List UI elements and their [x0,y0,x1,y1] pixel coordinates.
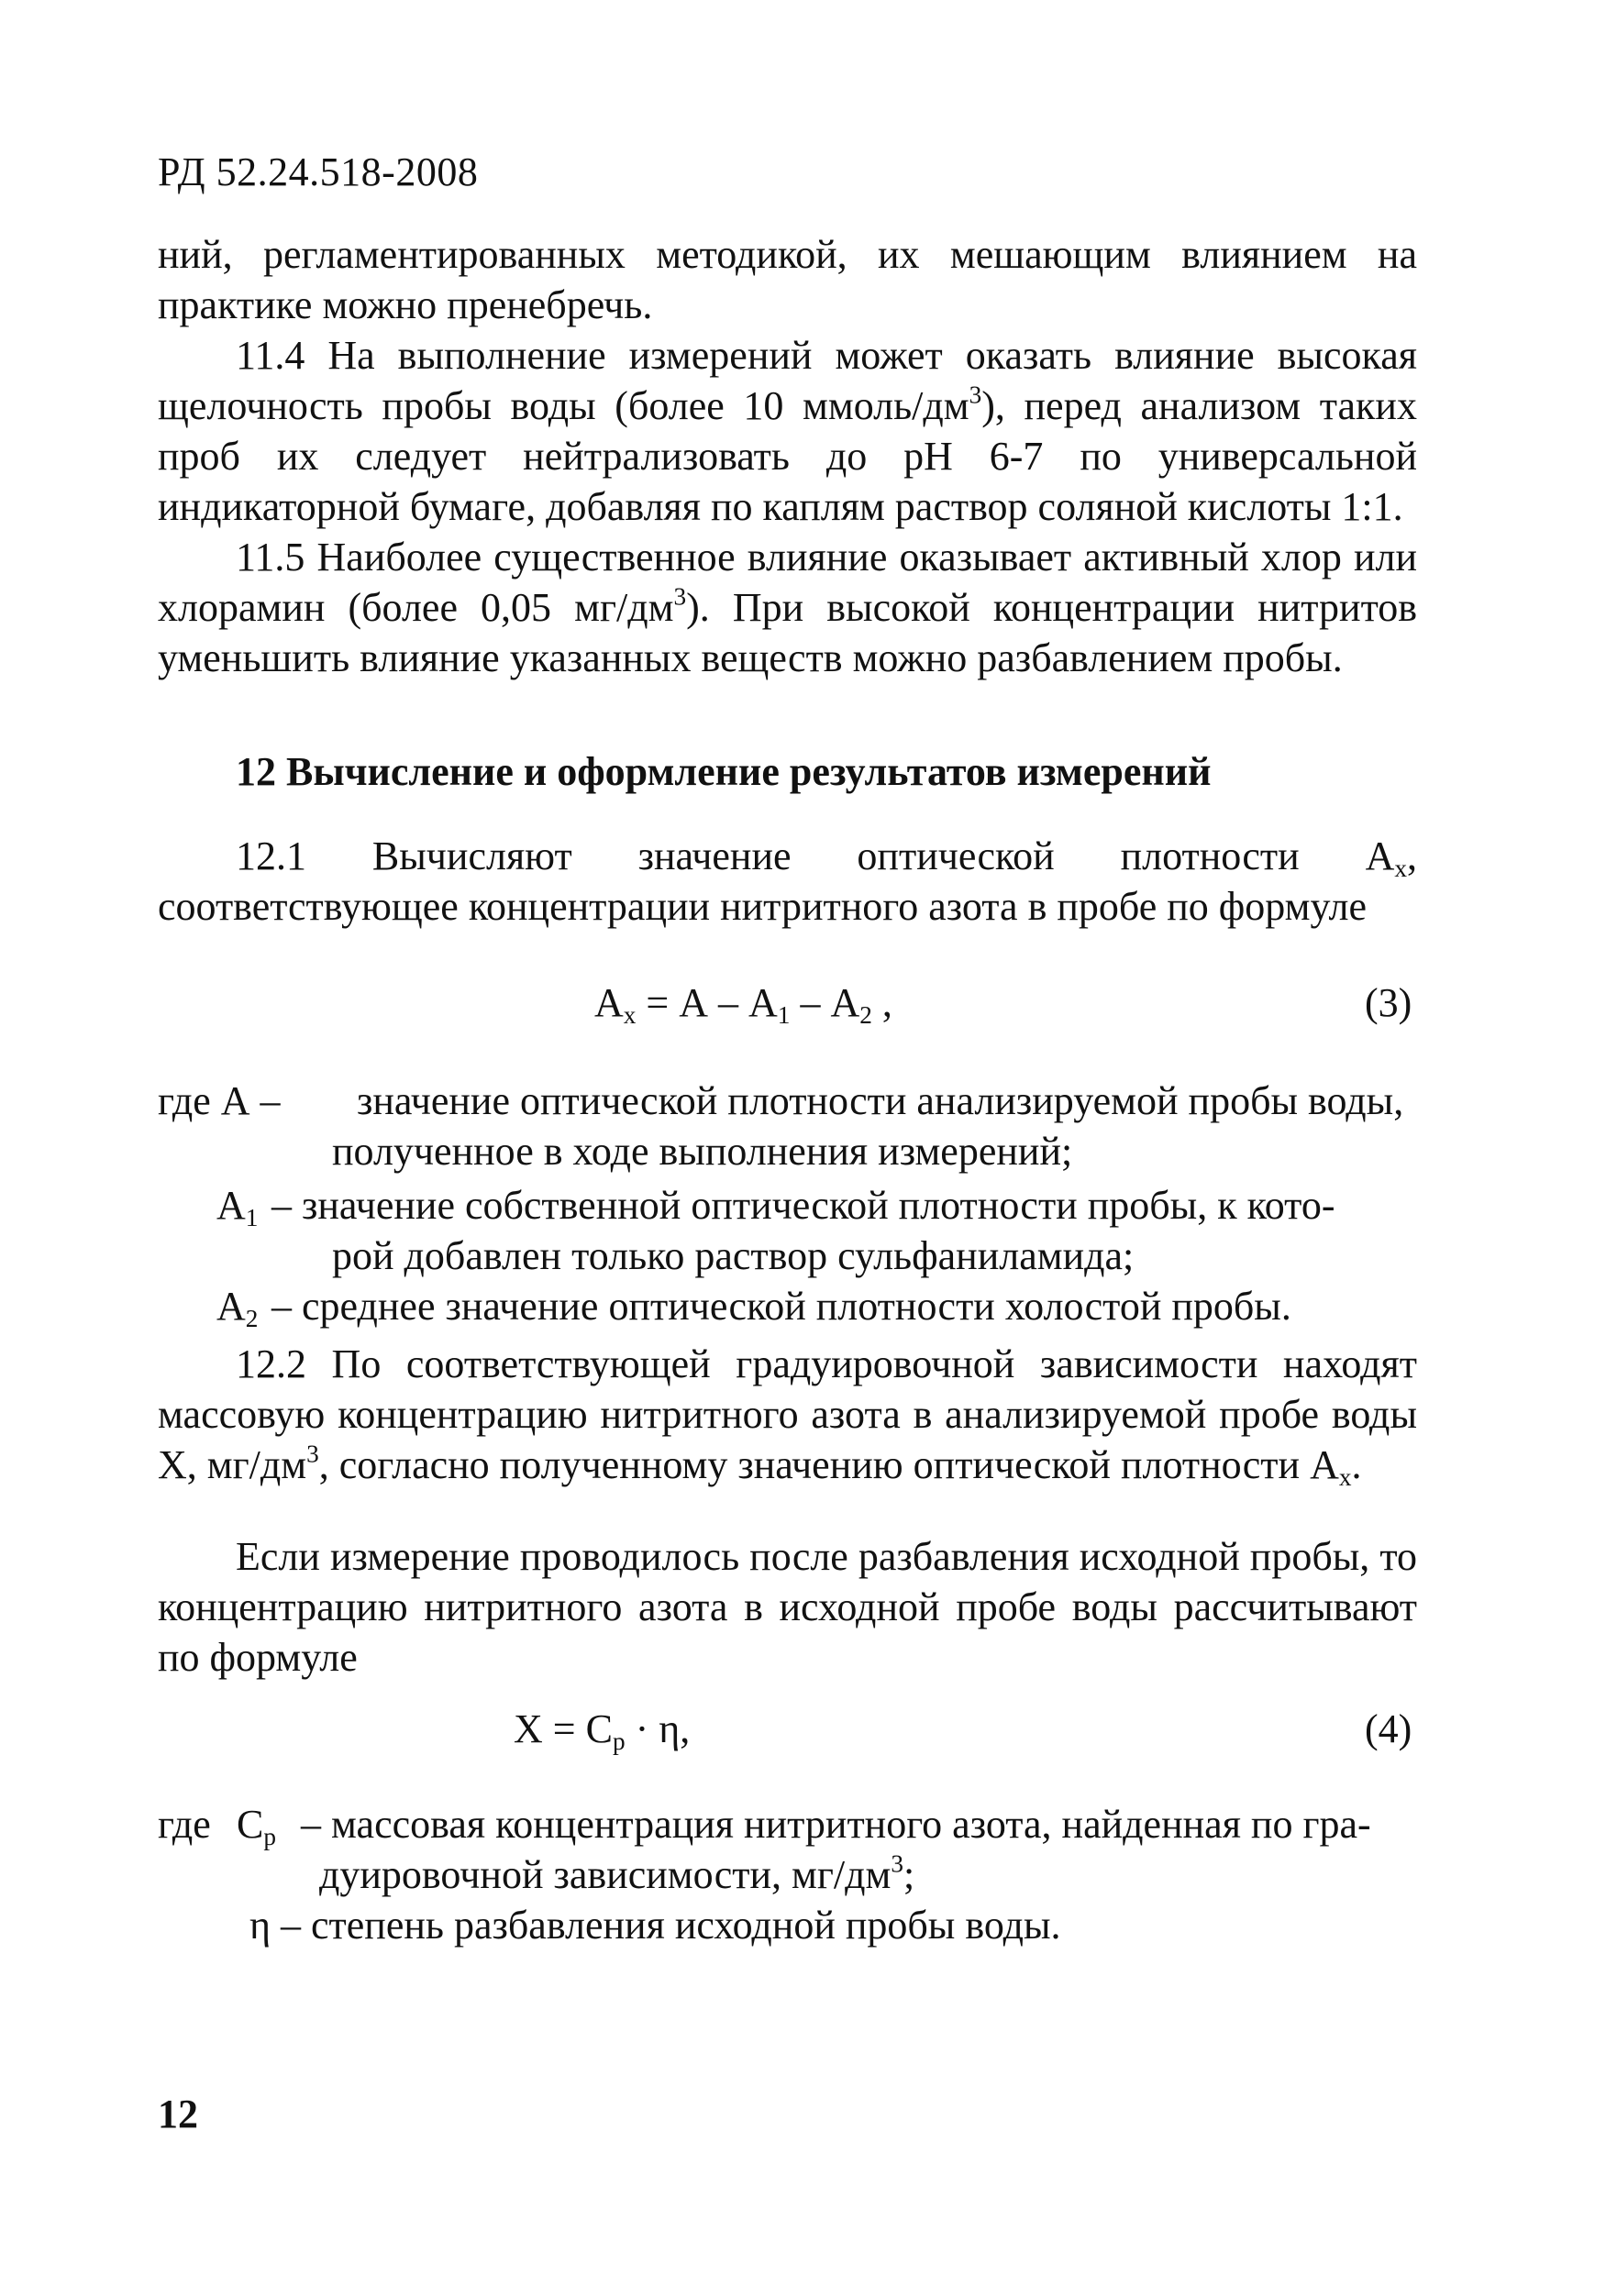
where-eta-def: η – степень разбавления исходной пробы воды. [249,1903,1061,1948]
page-number: 12 [158,2092,198,2136]
where-cp-symbol [237,1799,276,1849]
paragraph-12-2 [158,1339,1417,1490]
paragraph-dilution: Если измерение проводилось после разбавления исходной пробы, то концентрацию нитритного азота в исходной пробе воды рассчитывают по формуле [158,1534,1417,1680]
text-run: , согласно полученному значению оптической плотности А [318,1442,1339,1487]
text-run: 12.2 По соответствующей градуировочной зависимости находят массовую концентрацию нитритного азота в анализируемой пробе воды X, мг/дм [158,1341,1417,1487]
formula-part: = А – А [636,980,778,1025]
superscript: 3 [306,1440,319,1468]
where-a2-symbol [216,1281,258,1331]
text-run: 11.5 Наиболее существенное влияние оказывает активный хлор или хлорамин (более 0,05 мг/дм [158,535,1417,630]
paragraph-11-5 [158,532,1417,683]
subscript: x [623,1001,637,1030]
formula-4 [514,1704,690,1755]
text-run: ), перед анализом таких проб их следует нейтрализовать до рН 6-7 по универсальной индикаторной бумаге, добавляя по каплям раствор соляной кислоты 1:1. [158,383,1417,529]
subscript: 2 [859,1001,872,1030]
where-a2-def: – среднее значение оптической плотности холостой пробы. [271,1284,1291,1329]
superscript: 3 [891,1849,904,1878]
formula-symbol: А [216,1183,246,1228]
formula-symbol: А [216,1284,246,1329]
paragraph-continuation: ний, регламентированных методикой, их мешающим влиянием на практике можно пренебречь. [158,232,1417,327]
subscript: 1 [245,1204,259,1232]
where-cp-def-line2 [319,1849,914,1900]
subscript: p [612,1728,626,1756]
superscript: 3 [673,582,687,611]
paragraph-12-1 [158,831,1417,932]
where-cp-def-line1: – массовая концентрация нитритного азота, найденная по гра- [301,1802,1371,1847]
subscript: x [1394,855,1407,883]
equation-number-3: (3) [1365,980,1412,1025]
formula-part: , [871,980,892,1025]
text-run: . [1351,1442,1362,1487]
formula-symbol: А [594,980,624,1025]
section-heading: 12 Вычисление и оформление результатов измерений [236,749,1212,794]
where-a-def-line2: полученное в ходе выполнения измерений; [332,1129,1073,1174]
subscript: 2 [245,1305,259,1333]
text-run: , соответствующее концентрации нитритного азота в пробе по формуле [158,833,1417,929]
superscript: 3 [969,381,982,409]
formula-part: X = C [514,1706,613,1751]
where-cp-lead: где [158,1802,211,1847]
where-a-def-line1: значение оптической плотности анализируемой пробы воды, [357,1078,1404,1123]
formula-symbol: C [237,1802,264,1847]
subscript: x [1338,1463,1352,1492]
formula-part: – А [790,980,860,1025]
text-run: ; [903,1852,915,1897]
where-a1-def-line1: – значение собственной оптической плотности пробы, к кото- [271,1183,1335,1228]
where-a1-def-line2: рой добавлен только раствор сульфаниламида; [332,1233,1135,1278]
text-run: 12.1 Вычисляют значение оптической плотности А [236,833,1395,878]
formula-3 [594,977,892,1029]
text-run: 11.4 На выполнение измерений может оказать влияние высокая щелочность пробы воды (более 10 ммоль/дм [158,333,1417,428]
formula-part: · η, [625,1706,691,1751]
document-code: РД 52.24.518-2008 [158,149,479,194]
text-run: ). При высокой концентрации нитритов уменьшить влияние указанных веществ можно разбавлением пробы. [158,585,1418,680]
subscript: p [263,1823,276,1851]
where-a-lead: где А – [158,1078,281,1123]
subscript: 1 [777,1001,791,1030]
equation-number-4: (4) [1365,1706,1412,1751]
where-a1-symbol [216,1180,258,1231]
paragraph-11-4 [158,330,1417,532]
text-run: дуировочной зависимости, мг/дм [319,1852,892,1897]
